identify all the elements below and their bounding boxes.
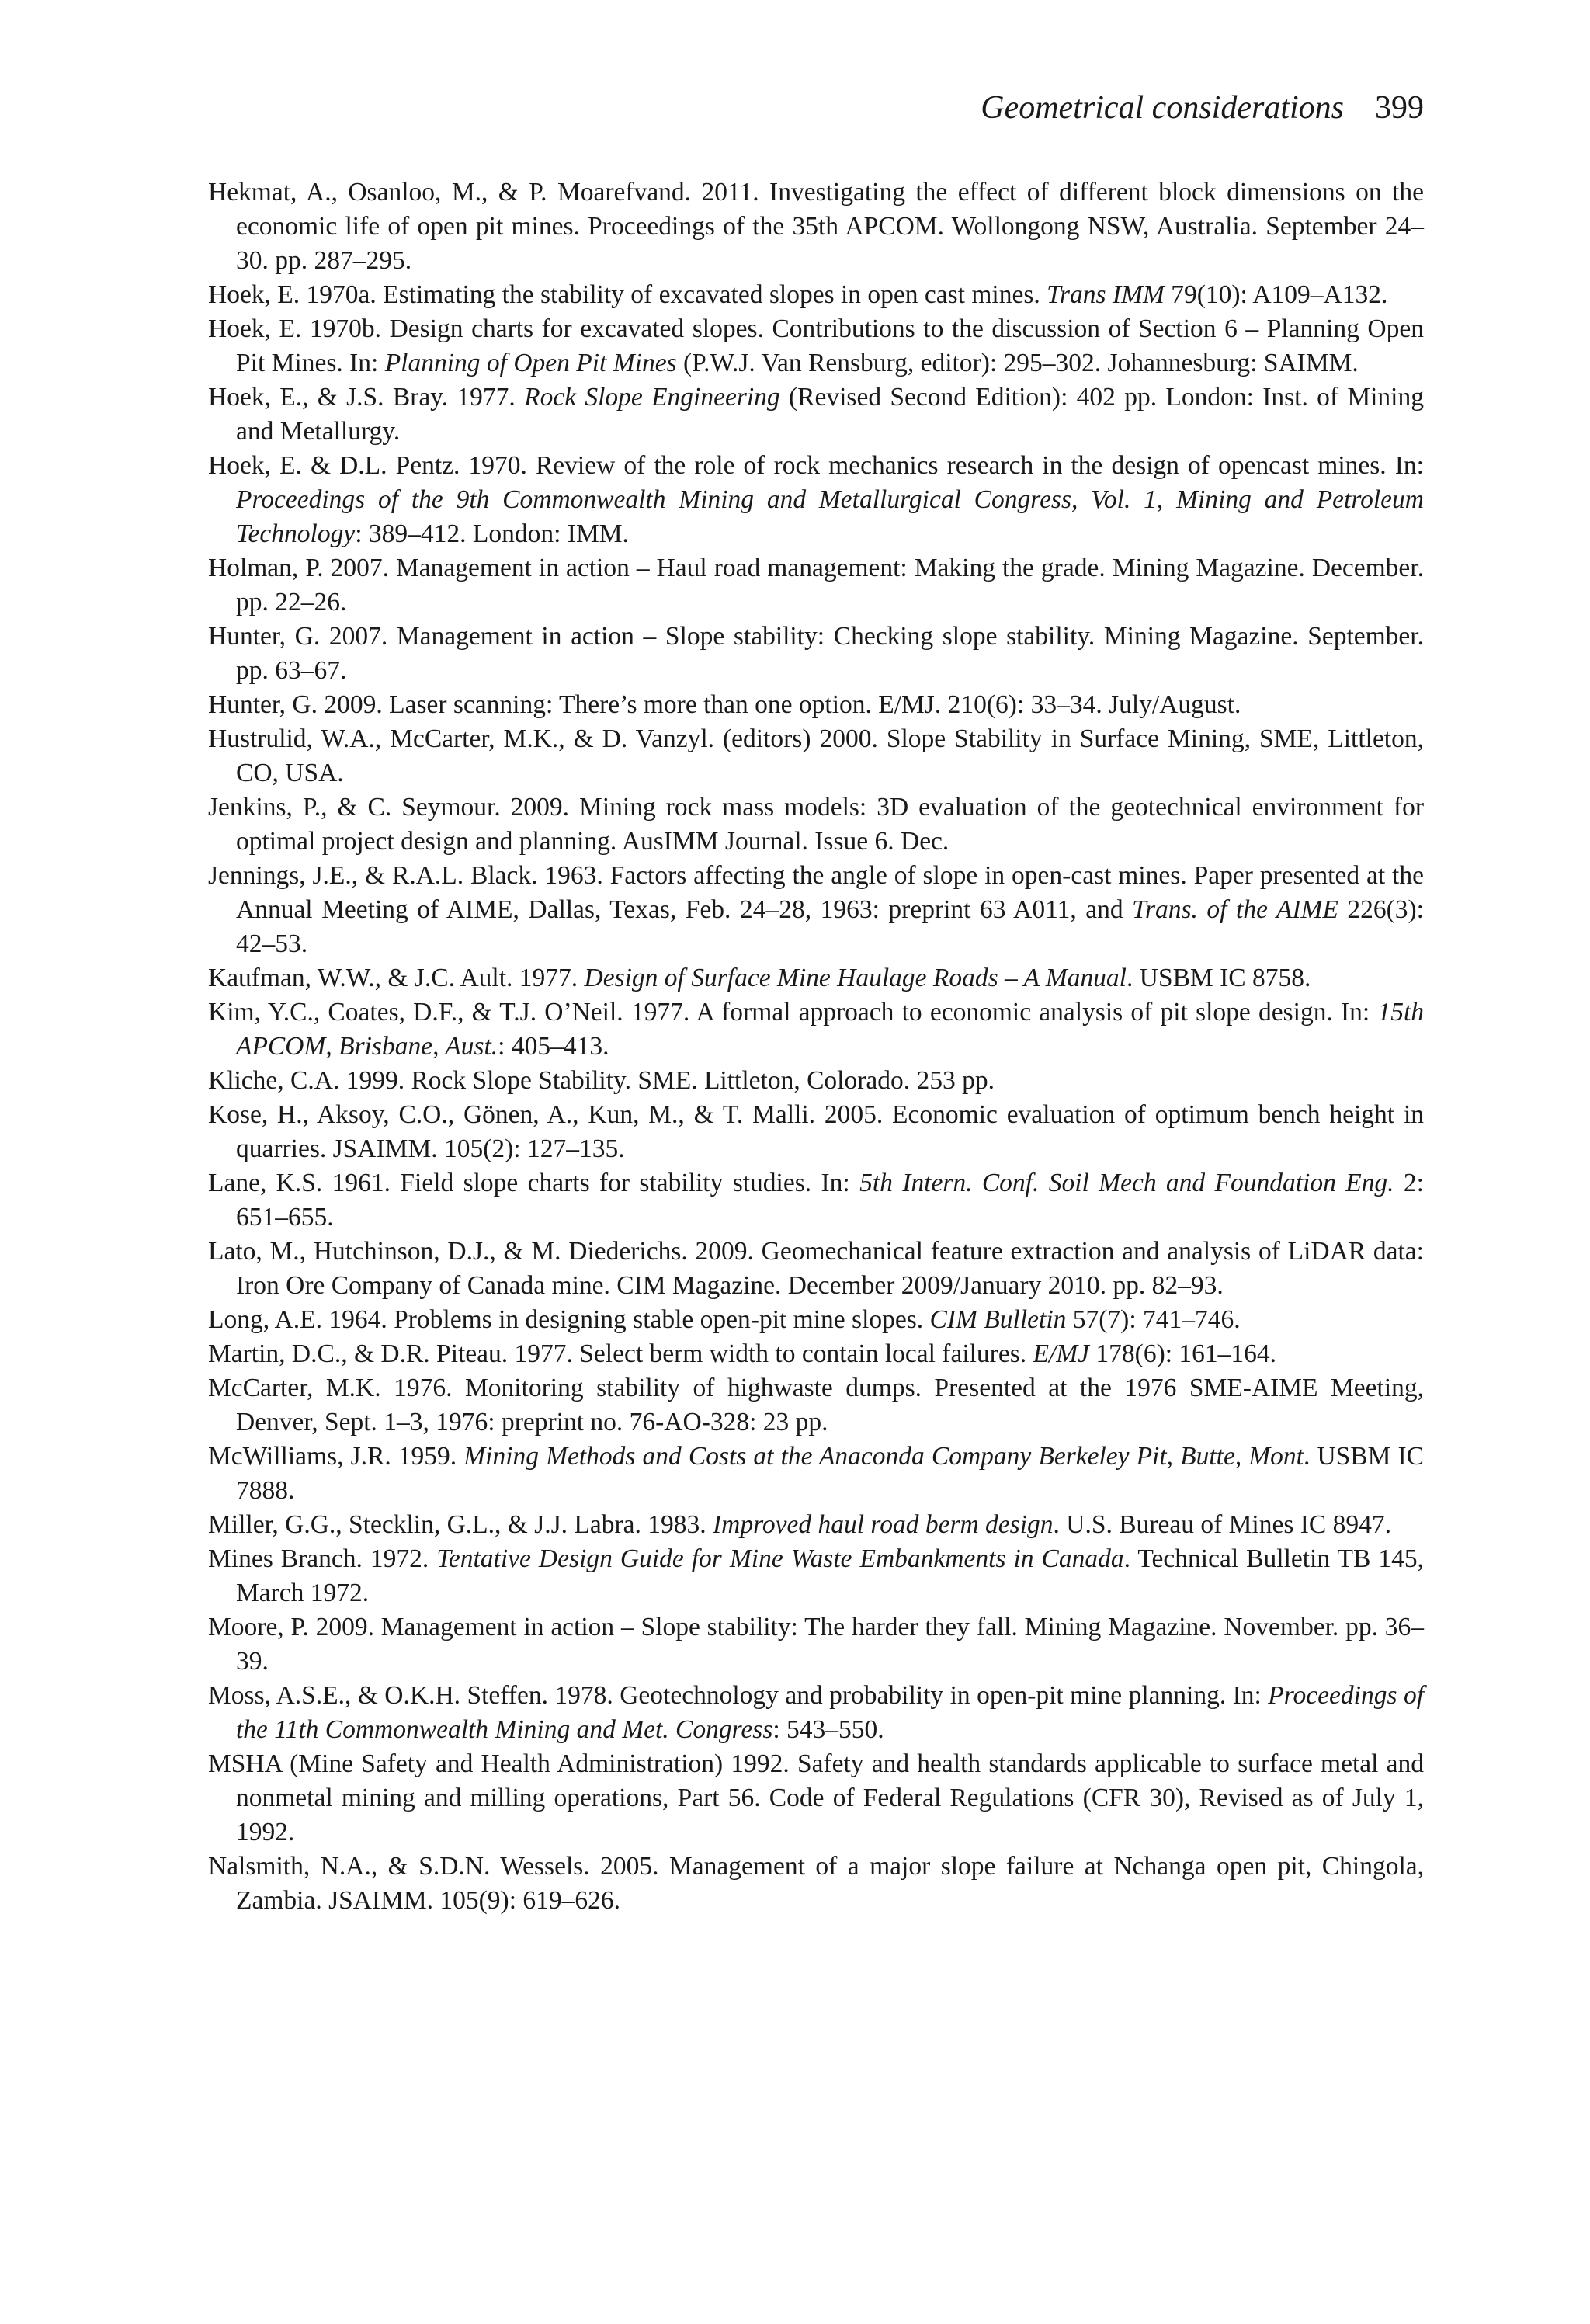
reference-text: 57(7): 741–746. — [1066, 1305, 1241, 1334]
reference-text: Hustrulid, W.A., McCarter, M.K., & D. Vanzyl. (editors) 2000. Slope Stability in Surface Mining, SME, Littleton, CO, USA. — [208, 724, 1424, 787]
reference-italic-text: Design of Surface Mine Haulage Roads – A Manual — [584, 964, 1127, 992]
reference-text: . U.S. Bureau of Mines IC 8947. — [1053, 1510, 1391, 1539]
reference-text: Moss, A.S.E., & O.K.H. Steffen. 1978. Geotechnology and probability in open-pit mine planning. In: — [208, 1681, 1269, 1710]
reference-entry — [208, 1371, 1424, 1440]
reference-entry — [208, 551, 1424, 620]
reference-text: 2: 651–655. — [236, 1169, 1424, 1231]
reference-italic-text: E/MJ — [1033, 1339, 1090, 1368]
reference-italic-text: 15th APCOM, Brisbane, Aust. — [236, 998, 1424, 1061]
reference-text: Holman, P. 2007. Management in action – Haul road management: Making the grade. Mining Magazine. December. pp. 22–26. — [208, 554, 1424, 617]
running-header — [981, 92, 1424, 124]
reference-italic-text: Tentative Design Guide for Mine Waste Embankments in Canada — [436, 1544, 1124, 1573]
reference-entry — [208, 380, 1424, 449]
reference-text: : 543–550. — [772, 1715, 884, 1744]
reference-text: Hunter, G. 2009. Laser scanning: There’s more than one option. E/MJ. 210(6): 33–34. July/August. — [208, 690, 1241, 719]
reference-entry — [208, 449, 1424, 551]
reference-text: McWilliams, J.R. 1959. — [208, 1442, 464, 1471]
reference-entry — [208, 1679, 1424, 1747]
reference-text: Martin, D.C., & D.R. Piteau. 1977. Select berm width to contain local failures. — [208, 1339, 1033, 1368]
reference-entry — [208, 1098, 1424, 1166]
reference-text: Lato, M., Hutchinson, D.J., & M. Diederichs. 2009. Geomechanical feature extraction and analysis of LiDAR data: Iron Ore Company of Canada mine. CIM Magazine. December 2009/January 2010. pp. 82–93. — [208, 1237, 1424, 1300]
reference-italic-text: CIM Bulletin — [929, 1305, 1067, 1334]
reference-text: Lane, K.S. 1961. Field slope charts for stability studies. In: — [208, 1169, 860, 1197]
reference-entry — [208, 1508, 1424, 1542]
reference-text: Hoek, E., & J.S. Bray. 1977. — [208, 383, 525, 412]
reference-text: Jenkins, P., & C. Seymour. 2009. Mining rock mass models: 3D evaluation of the geotechnical environment for optimal project design and planning. AusIMM Journal. Issue 6. Dec. — [208, 793, 1424, 856]
reference-entry — [208, 1337, 1424, 1371]
reference-text: 178(6): 161–164. — [1089, 1339, 1277, 1368]
reference-text: Hoek, E. 1970a. Estimating the stability of excavated slopes in open cast mines. — [208, 280, 1047, 309]
running-header-title: Geometrical considerations — [981, 90, 1344, 126]
reference-italic-text: Improved haul road berm design — [712, 1510, 1054, 1539]
reference-text: . USBM IC 7888. — [236, 1442, 1424, 1505]
reference-text: Mines Branch. 1972. — [208, 1544, 437, 1573]
reference-text: Hunter, G. 2007. Management in action – Slope stability: Checking slope stability. Mining Magazine. September. pp. 63–67. — [208, 622, 1424, 685]
reference-list — [208, 175, 1424, 1918]
reference-text: . USBM IC 8758. — [1127, 964, 1311, 992]
reference-entry — [208, 1440, 1424, 1508]
reference-entry — [208, 1542, 1424, 1610]
reference-text: 79(10): A109–A132. — [1164, 280, 1388, 309]
reference-entry — [208, 312, 1424, 380]
reference-text: McCarter, M.K. 1976. Monitoring stability of highwaste dumps. Presented at the 1976 SME-AIME Meeting, Denver, Sept. 1–3, 1976: preprint no. 76-AO-328: 23 pp. — [208, 1374, 1424, 1436]
reference-entry — [208, 1064, 1424, 1098]
reference-entry — [208, 1610, 1424, 1679]
reference-text: Kaufman, W.W., & J.C. Ault. 1977. — [208, 964, 585, 992]
reference-italic-text: 5th Intern. Conf. Soil Mech and Foundation Eng. — [859, 1169, 1394, 1197]
reference-entry — [208, 620, 1424, 688]
reference-text: Jennings, J.E., & R.A.L. Black. 1963. Factors affecting the angle of slope in open-cast mines. Paper presented at the Annual Meeting of AIME, Dallas, Texas, Feb. 24–28, 1963: preprint 63 A011, and — [208, 861, 1424, 924]
reference-entry — [208, 859, 1424, 961]
reference-text: Long, A.E. 1964. Problems in designing stable open-pit mine slopes. — [208, 1305, 930, 1334]
reference-entry — [208, 1303, 1424, 1337]
reference-text: Hekmat, A., Osanloo, M., & P. Moarefvand. 2011. Investigating the effect of different block dimensions on the economic life of open pit mines. Proceedings of the 35th APCOM. Wollongong NSW, Australia. September 24–30. pp. 287–295. — [208, 178, 1424, 275]
reference-entry — [208, 1747, 1424, 1850]
reference-text: Hoek, E. 1970b. Design charts for excavated slopes. Contributions to the discussion of Section 6 – Planning Open Pit Mines. In: — [208, 314, 1424, 377]
reference-italic-text: Trans. of the AIME — [1132, 895, 1338, 924]
reference-text: . Technical Bulletin TB 145, March 1972. — [236, 1544, 1424, 1607]
reference-entry — [208, 175, 1424, 278]
reference-text: 226(3): 42–53. — [236, 895, 1424, 958]
reference-entry — [208, 688, 1424, 722]
reference-italic-text: Rock Slope Engineering — [524, 383, 780, 412]
reference-text: : 389–412. London: IMM. — [355, 519, 629, 548]
reference-entry — [208, 961, 1424, 995]
reference-text: Hoek, E. & D.L. Pentz. 1970. Review of the role of rock mechanics research in the design of opencast mines. In: — [208, 451, 1424, 480]
reference-text: (P.W.J. Van Rensburg, editor): 295–302. Johannesburg: SAIMM. — [676, 349, 1359, 377]
reference-text: MSHA (Mine Safety and Health Administration) 1992. Safety and health standards applicable to surface metal and nonmetal mining and milling operations, Part 56. Code of Federal Regulations (CFR 30), Revised as of July 1, 1992. — [208, 1749, 1424, 1846]
reference-text: Miller, G.G., Stecklin, G.L., & J.J. Labra. 1983. — [208, 1510, 713, 1539]
reference-italic-text: Trans IMM — [1047, 280, 1165, 309]
reference-entry — [208, 722, 1424, 790]
reference-entry — [208, 995, 1424, 1064]
reference-text: Kose, H., Aksoy, C.O., Gönen, A., Kun, M., & T. Malli. 2005. Economic evaluation of optimum bench height in quarries. JSAIMM. 105(2): 127–135. — [208, 1100, 1424, 1163]
reference-italic-text: Proceedings of the 11th Commonwealth Mining and Met. Congress — [236, 1681, 1425, 1744]
reference-text: Nalsmith, N.A., & S.D.N. Wessels. 2005. Management of a major slope failure at Nchanga open pit, Chingola, Zambia. JSAIMM. 105(9): 619–626. — [208, 1852, 1424, 1915]
reference-entry — [208, 1850, 1424, 1918]
reference-entry — [208, 1166, 1424, 1235]
reference-text: : 405–413. — [498, 1032, 609, 1061]
reference-text: (Revised Second Edition): 402 pp. London: Inst. of Mining and Metallurgy. — [236, 383, 1424, 446]
reference-italic-text: Planning of Open Pit Mines — [384, 349, 677, 377]
reference-entry — [208, 790, 1424, 859]
reference-entry — [208, 278, 1424, 312]
page-number: 399 — [1375, 90, 1424, 126]
reference-text: Kliche, C.A. 1999. Rock Slope Stability. SME. Littleton, Colorado. 253 pp. — [208, 1066, 995, 1095]
reference-entry — [208, 1235, 1424, 1303]
reference-text: Kim, Y.C., Coates, D.F., & T.J. O’Neil. 1977. A formal approach to economic analysis of pit slope design. In: — [208, 998, 1378, 1027]
reference-italic-text: Mining Methods and Costs at the Anaconda Company Berkeley Pit, Butte, Mont — [463, 1442, 1304, 1471]
reference-text: Moore, P. 2009. Management in action – Slope stability: The harder they fall. Mining Magazine. November. pp. 36–39. — [208, 1613, 1424, 1676]
reference-italic-text: Proceedings of the 9th Commonwealth Mining and Metallurgical Congress, Vol. 1, Mining and Petroleum Technology — [236, 485, 1424, 548]
